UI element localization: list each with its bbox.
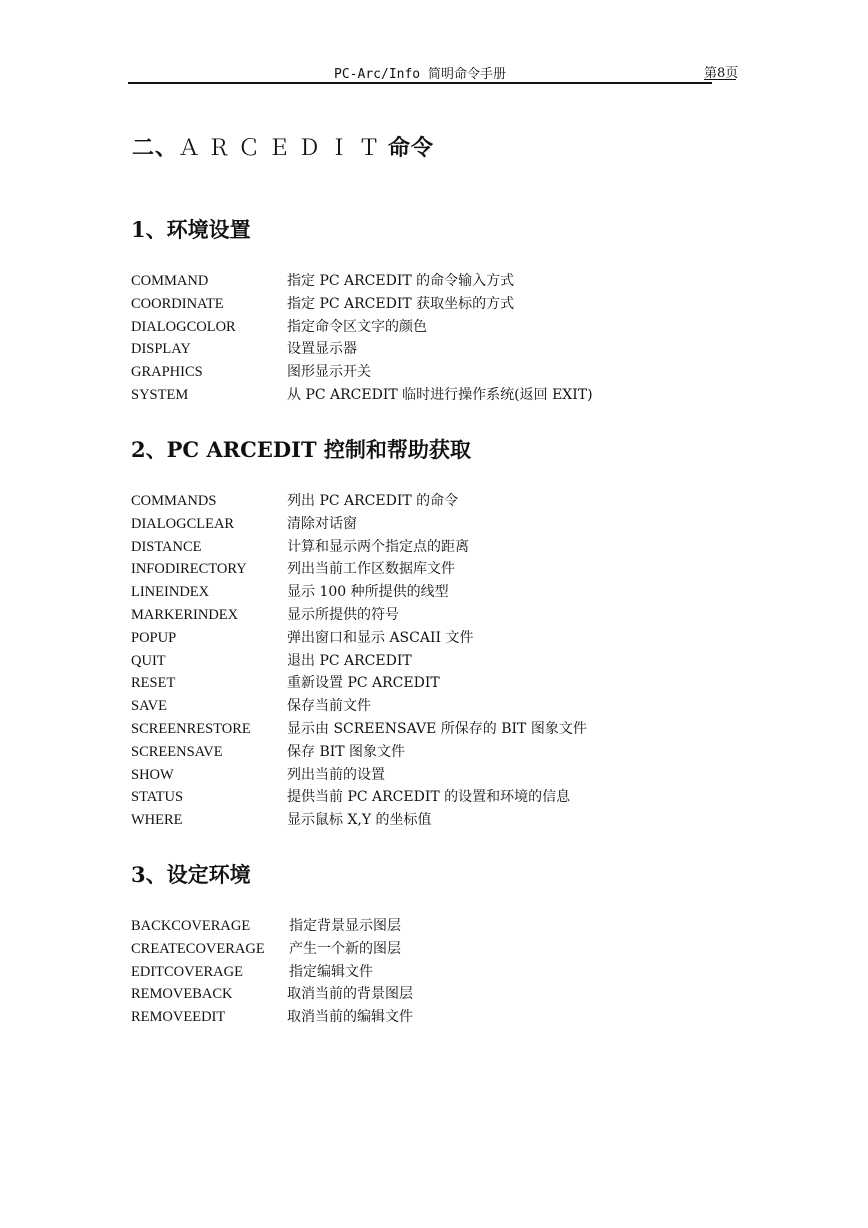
command-description: 显示鼠标 X,Y 的坐标值 <box>287 812 432 829</box>
command-description: 从 PC ARCEDIT 临时进行操作系统(返回 EXIT) <box>287 386 593 403</box>
command-description: 取消当前的编辑文件 <box>287 1009 413 1026</box>
command-list <box>131 270 831 407</box>
page-number: 第8页 <box>704 66 739 81</box>
command-row <box>131 293 831 316</box>
command-description: 提供当前 PC ARCEDIT 的设置和环境的信息 <box>287 789 571 806</box>
command-row <box>131 695 831 718</box>
command-description: 显示由 SCREENSAVE 所保存的 BIT 图象文件 <box>287 720 587 737</box>
command-name: MARKERINDEX <box>131 606 239 623</box>
section-environment-settings <box>131 216 831 407</box>
command-name: SAVE <box>131 698 167 715</box>
command-row <box>131 764 831 787</box>
command-name: REMOVEEDIT <box>131 1009 226 1026</box>
section-title-latin: PC ARCEDIT <box>166 437 324 462</box>
command-row <box>131 983 831 1006</box>
command-row <box>131 741 831 764</box>
command-name: EDITCOVERAGE <box>131 963 243 980</box>
command-name: SHOW <box>131 766 174 783</box>
command-name: SYSTEM <box>131 386 189 403</box>
command-name: QUIT <box>131 652 166 669</box>
command-description: 显示所提供的符号 <box>287 606 399 623</box>
chapter-prefix: 二、 <box>132 136 179 161</box>
command-description: 产生一个新的图层 <box>289 940 401 957</box>
command-name: DISPLAY <box>131 341 191 358</box>
section-title-text: 控制和帮助获取 <box>323 438 471 462</box>
command-name: BACKCOVERAGE <box>131 918 251 934</box>
command-description: 图形显示开关 <box>287 364 371 381</box>
command-row <box>131 672 831 695</box>
command-row <box>131 961 831 984</box>
command-name: LINEINDEX <box>131 584 210 601</box>
chapter-suffix: 命令 <box>388 136 435 161</box>
command-description: 列出当前工作区数据库文件 <box>287 561 455 578</box>
command-row <box>131 338 831 361</box>
command-description: 指定命令区文字的颜色 <box>287 318 427 335</box>
header-rule-short <box>704 79 736 80</box>
command-row <box>131 581 831 604</box>
section-number: 3、 <box>131 862 167 887</box>
section-title <box>131 216 831 244</box>
command-description: 指定背景显示图层 <box>289 918 401 934</box>
command-description: 清除对话窗 <box>287 515 357 532</box>
command-description: 取消当前的背景图层 <box>287 986 413 1003</box>
command-row <box>131 384 831 407</box>
command-name: WHERE <box>131 812 183 829</box>
command-row <box>131 938 831 961</box>
command-description: 显示 100 种所提供的线型 <box>287 584 449 601</box>
command-row <box>131 627 831 650</box>
command-description: 保存 BIT 图象文件 <box>287 743 406 760</box>
command-row <box>131 650 831 673</box>
command-row <box>131 809 831 832</box>
section-number: 2、 <box>131 437 167 462</box>
command-name: STATUS <box>131 789 184 806</box>
command-description: 退出 PC ARCEDIT <box>287 652 412 669</box>
command-description: 指定 PC ARCEDIT 的命令输入方式 <box>287 273 515 289</box>
command-name: COORDINATE <box>131 295 224 312</box>
command-row <box>131 316 831 339</box>
command-row <box>131 786 831 809</box>
command-name: RESET <box>131 675 176 692</box>
command-row <box>131 718 831 741</box>
command-row <box>131 513 831 536</box>
command-list <box>131 915 831 1029</box>
command-description: 弹出窗口和显示 ASCAII 文件 <box>287 629 474 646</box>
command-row <box>131 915 831 938</box>
command-row <box>131 536 831 559</box>
command-row <box>131 1006 831 1029</box>
chapter-title <box>132 131 434 162</box>
command-name: GRAPHICS <box>131 364 203 381</box>
command-description: 指定 PC ARCEDIT 获取坐标的方式 <box>287 295 515 312</box>
command-list <box>131 490 831 832</box>
command-name: COMMAND <box>131 273 209 289</box>
section-title-text: 设定环境 <box>166 863 251 887</box>
command-description: 设置显示器 <box>287 341 357 358</box>
command-name: INFODIRECTORY <box>131 561 247 578</box>
section-title <box>131 861 831 889</box>
header-title: PC-Arc/Info 简明命令手册 <box>334 67 506 82</box>
command-description: 列出当前的设置 <box>287 766 385 783</box>
section-set-environment <box>131 861 831 1029</box>
command-description: 指定编辑文件 <box>289 963 373 980</box>
header-rule <box>128 82 712 84</box>
section-title <box>131 436 831 464</box>
command-row <box>131 604 831 627</box>
command-description: 计算和显示两个指定点的距离 <box>287 538 469 555</box>
command-name: DIALOGCLEAR <box>131 515 235 532</box>
command-row <box>131 361 831 384</box>
command-name: DISTANCE <box>131 538 202 555</box>
command-name: COMMANDS <box>131 493 217 509</box>
section-title-text: 环境设置 <box>166 218 251 242</box>
command-name: CREATECOVERAGE <box>131 940 265 957</box>
command-name: DIALOGCOLOR <box>131 318 236 335</box>
command-name: SCREENRESTORE <box>131 720 251 737</box>
command-description: 保存当前文件 <box>287 698 371 715</box>
command-description: 列出 PC ARCEDIT 的命令 <box>287 493 459 509</box>
command-row <box>131 490 831 513</box>
section-number: 1、 <box>131 217 167 242</box>
command-row <box>131 270 831 293</box>
command-name: REMOVEBACK <box>131 986 233 1003</box>
section-control-and-help <box>131 436 831 832</box>
chapter-name: ＡＲＣＥＤＩＴ <box>178 136 389 161</box>
command-name: POPUP <box>131 629 177 646</box>
command-description: 重新设置 PC ARCEDIT <box>287 675 440 692</box>
command-name: SCREENSAVE <box>131 743 223 760</box>
command-row <box>131 558 831 581</box>
